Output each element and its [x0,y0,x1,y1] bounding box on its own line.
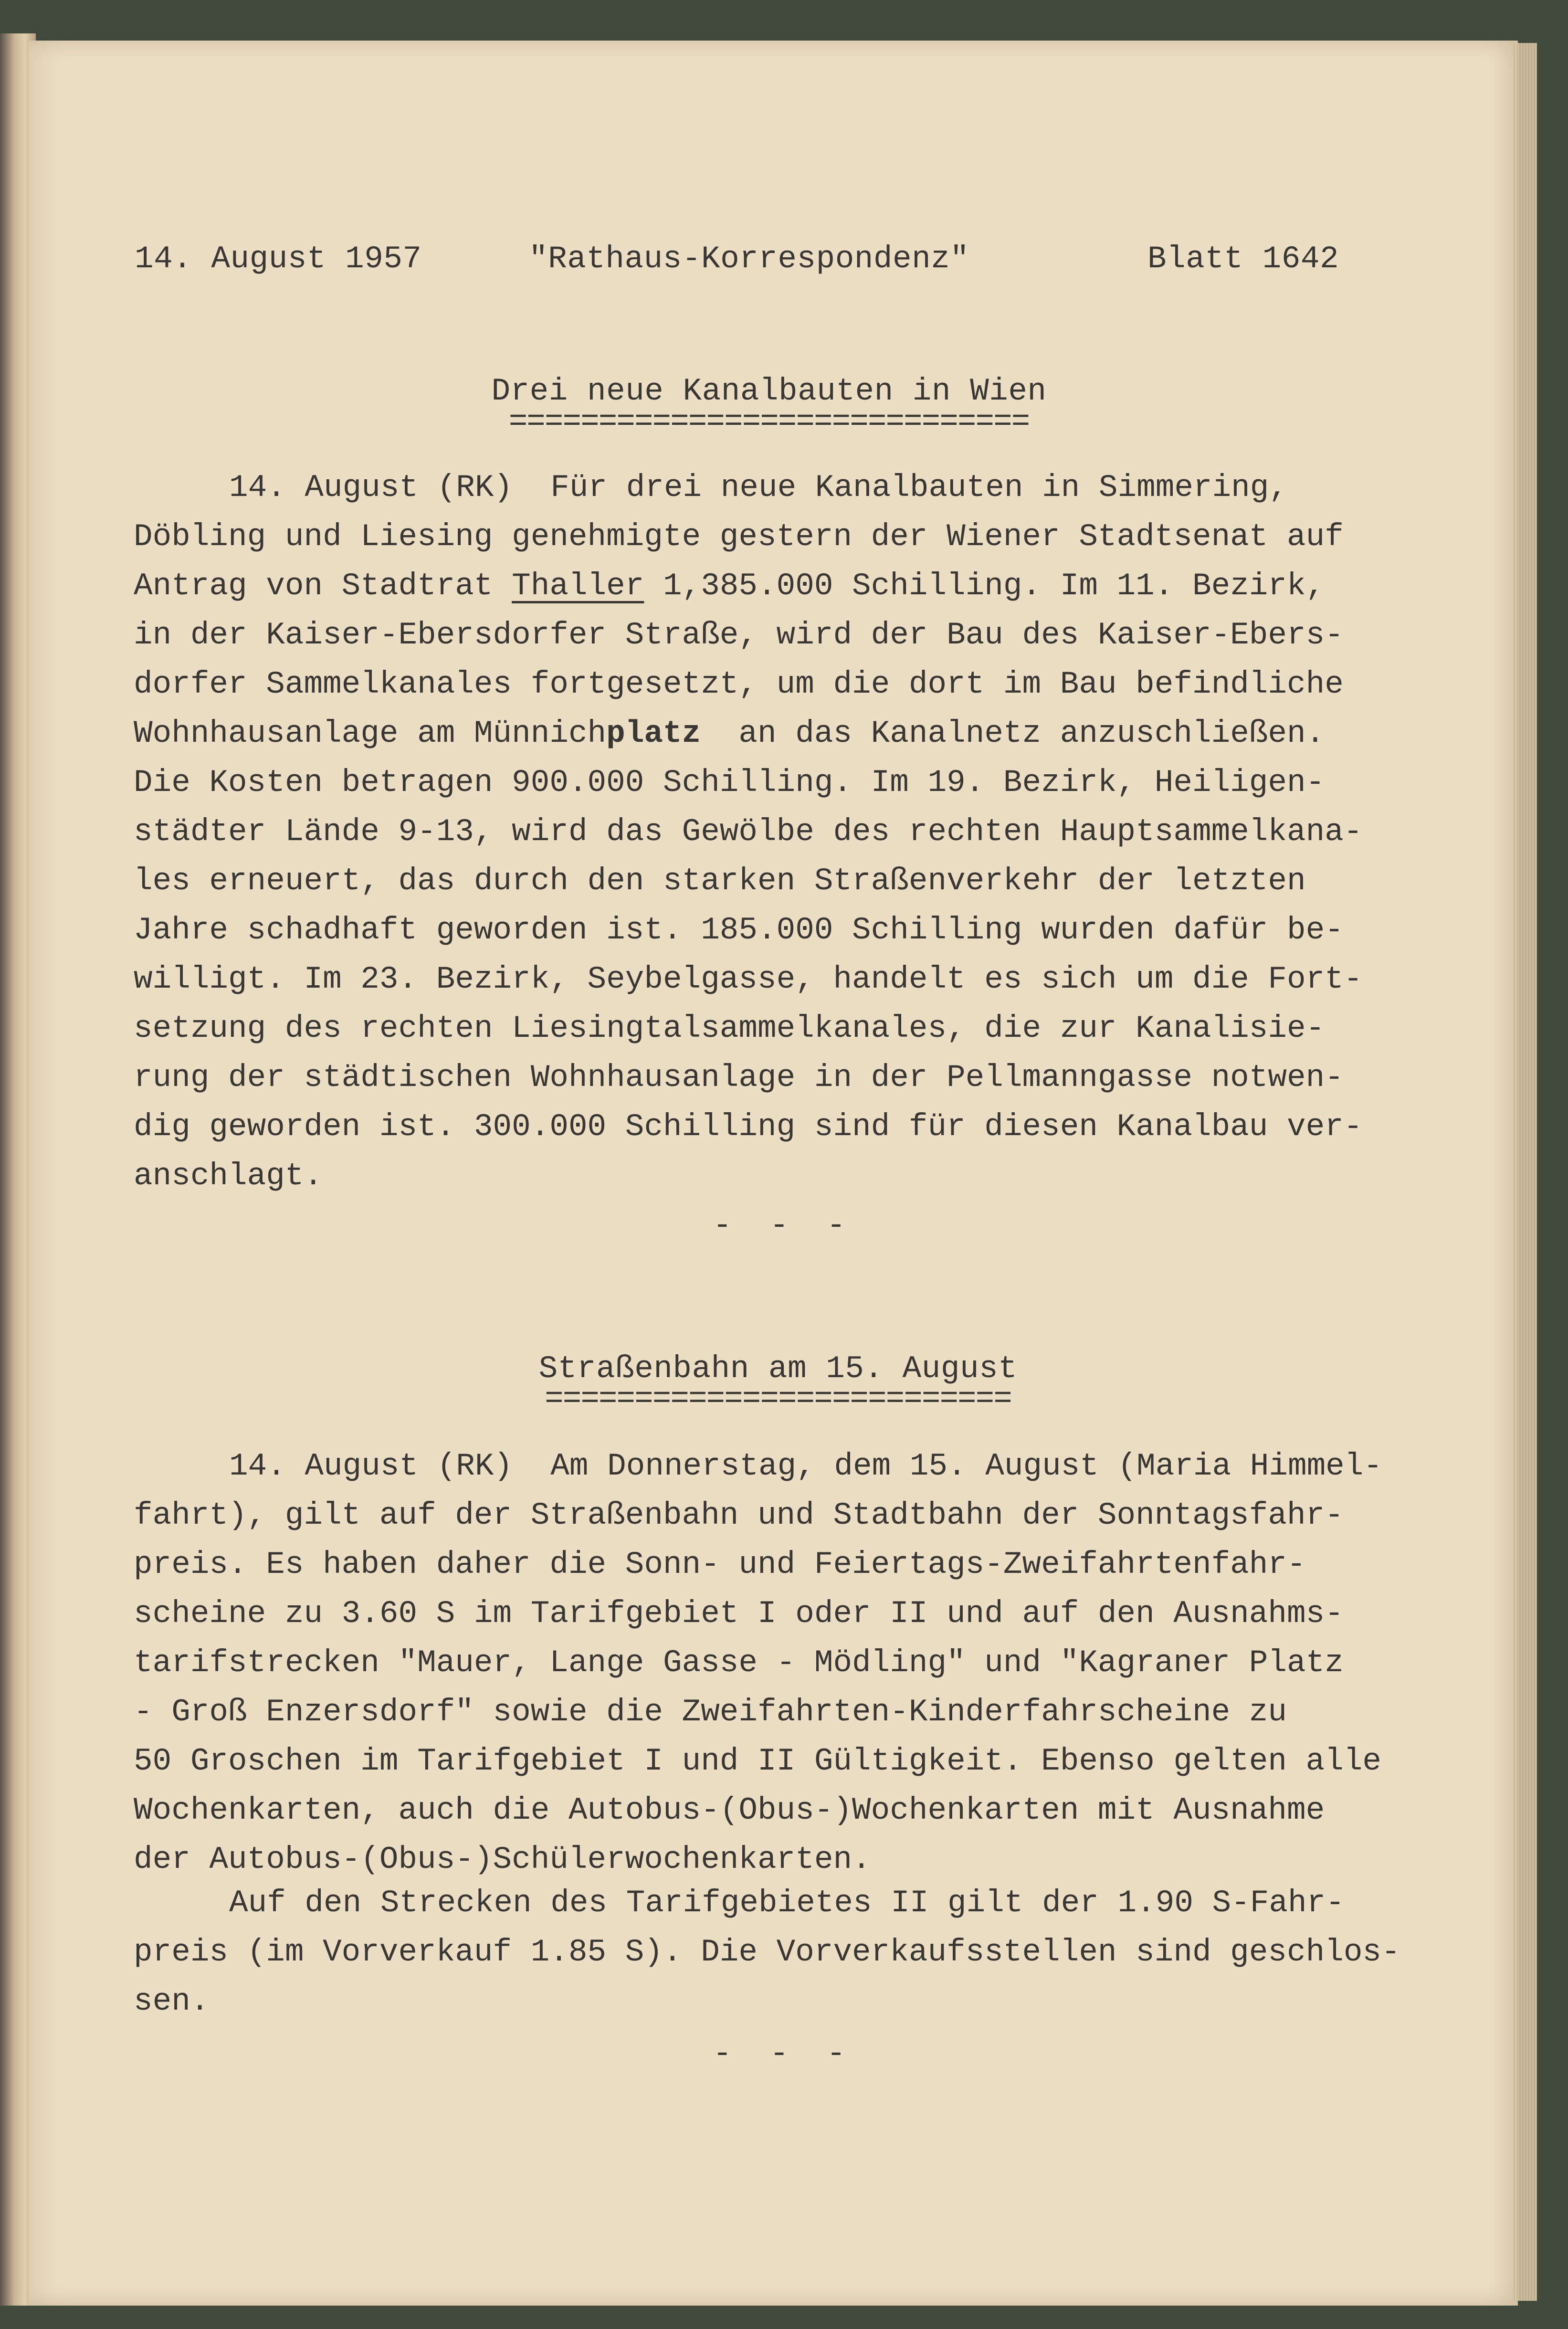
line-text: an das Kanalnetz anzuschließen. [701,716,1325,751]
header-sheet-number: Blatt 1642 [1147,241,1339,277]
article1-line: Döbling und Liesing genehmigte gestern der Wiener Stadtsenat auf [134,519,1344,555]
line-text: Wohnhausanlage am Münnich [134,716,607,751]
header-publication: "Rathaus-Korrespondenz" [529,241,969,277]
line-text: 1,385.000 Schilling. Im 11. Bezirk, [644,568,1325,604]
article1-line: Die Kosten betragen 900.000 Schilling. Im 19. Bezirk, Heiligen- [134,765,1325,801]
article1-line: in der Kaiser-Ebersdorfer Straße, wird der Bau des Kaiser-Ebers- [134,617,1344,653]
article2-line: preis. Es haben daher die Sonn- und Feiertags-Zweifahrtenfahr- [134,1547,1306,1582]
article2-line: Auf den Strecken des Tarifgebietes II gilt der 1.90 S-Fahr- [229,1885,1345,1921]
article2-line: sen. [134,1983,210,2019]
article1-line: Jahre schadhaft geworden ist. 185.000 Schilling wurden dafür be- [134,912,1344,948]
article2-line: Wochenkarten, auch die Autobus-(Obus-)Wochenkarten mit Ausnahme [134,1792,1325,1828]
article2-paragraph-2 [134,1878,1499,2026]
article1-line: les erneuert, das durch den starken Straßenverkehr der letzten [134,863,1306,899]
article2-line: scheine zu 3.60 S im Tarifgebiet I oder II und auf den Ausnahms- [134,1596,1344,1632]
article1-line: anschlagt. [134,1158,323,1194]
article1-line [134,709,1499,758]
article1-title-underline: ============================= [508,404,1030,440]
article2-line: 14. August (RK) Am Donnerstag, dem 15. August (Maria Himmel- [229,1448,1382,1484]
article2-title-underline: ========================== [545,1381,1011,1417]
article1-line: 14. August (RK) Für drei neue Kanalbauten in Simmering, [229,470,1288,506]
article2-line: preis (im Vorverkauf 1.85 S). Die Vorverkaufsstellen sind geschlos- [134,1934,1400,1970]
article1-paragraph [134,463,1499,1201]
article1-line: willigt. Im 23. Bezirk, Seybelgasse, handelt es sich um die Fort- [134,961,1363,997]
bold-text: platz [606,716,701,751]
header-date: 14. August 1957 [135,241,422,277]
article1-line: dorfer Sammelkanales fortgesetzt, um die dort im Bau befindliche [134,666,1344,702]
article2-line: 50 Groschen im Tarifgebiet I und II Gültigkeit. Ebenso gelten alle [134,1743,1382,1779]
article2-line: fahrt), gilt auf der Straßenbahn und Stadtbahn der Sonntagsfahr- [134,1497,1344,1533]
article2-line: - Groß Enzersdorf" sowie die Zweifahrten-Kinderfahrscheine zu [134,1694,1287,1730]
article1-separator: - - - [713,1208,855,1244]
article1-line: städter Lände 9-13, wird das Gewölbe des rechten Hauptsammelkana- [134,814,1363,850]
article1-line: dig geworden ist. 300.000 Schilling sind für diesen Kanalbau ver- [134,1109,1363,1145]
article1-title: Drei neue Kanalbauten in Wien [491,373,1047,409]
article2-separator: - - - [713,2036,855,2072]
councillor-name: Thaller [512,568,644,604]
article2-line: der Autobus-(Obus-)Schülerwochenkarten. [134,1842,871,1877]
article1-line: setzung des rechten Liesingtalsammelkanales, die zur Kanalisie- [134,1011,1325,1046]
article1-line [134,561,1499,611]
article2-paragraph-1 [134,1442,1499,1884]
article2-title: Straßenbahn am 15. August [538,1351,1018,1387]
article2-line: tarifstrecken "Mauer, Lange Gasse - Mödling" und "Kagraner Platz [134,1645,1344,1681]
article1-line: rung der städtischen Wohnhausanlage in der Pellmanngasse notwen- [134,1060,1344,1096]
line-text: Antrag von Stadtrat [134,568,512,604]
